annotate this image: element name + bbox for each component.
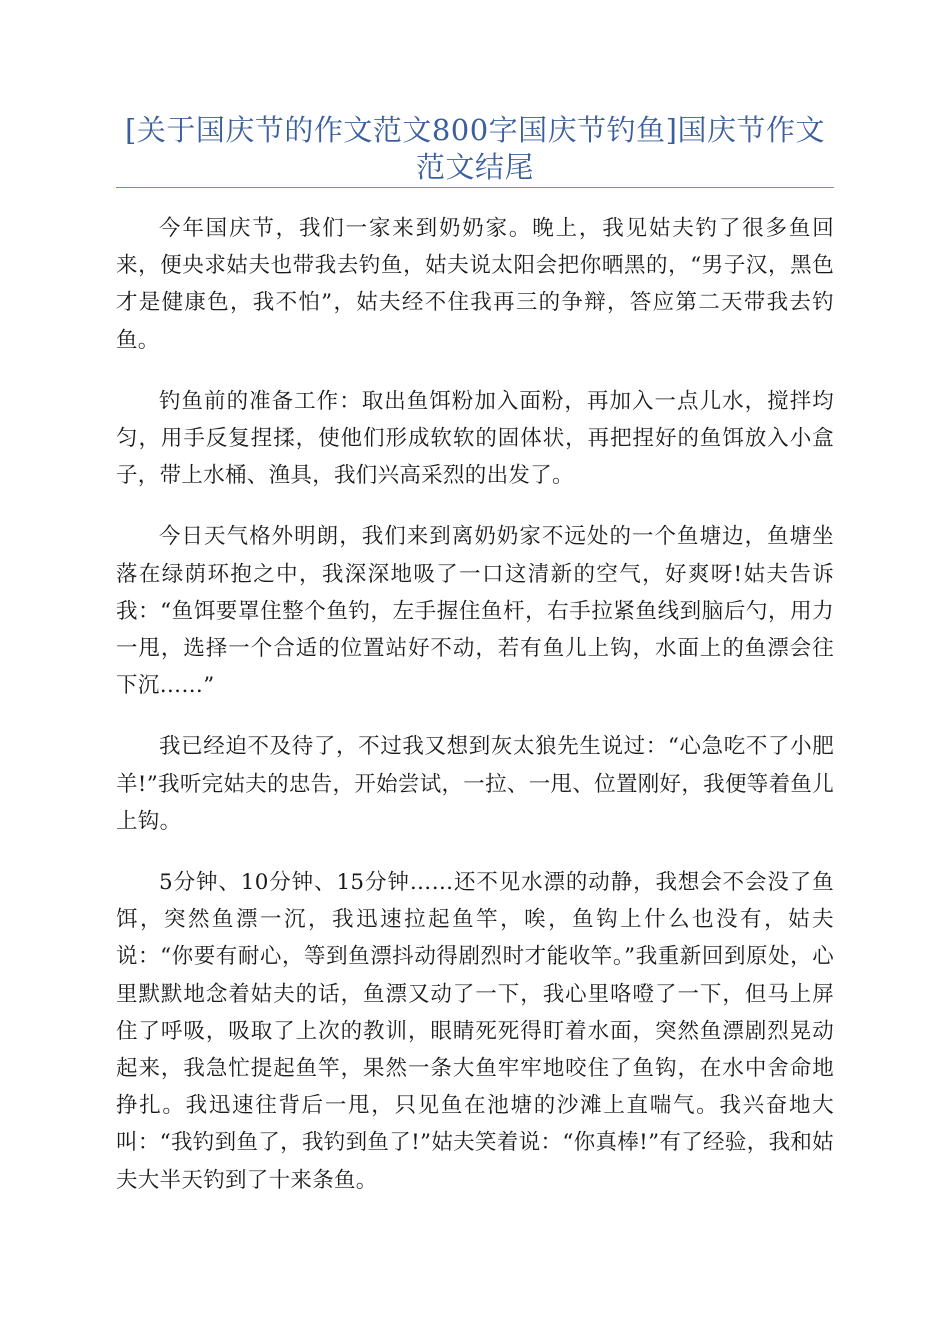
- paragraph-5: 5分钟、10分钟、15分钟……还不见水漂的动静，我想会不会没了鱼饵，突然鱼漂一沉，我迅速拉起鱼竿，唉，鱼钩上什么也没有，姑夫说：“你要有耐心，等到鱼漂抖动得剧烈时才能收竿。”我重新回到原处，心里默默地念着姑夫的话，鱼漂又动了一下，我心里咯噔了一下，但马上屏住了呼吸，吸取了上次的教训，眼睛死死得盯着水面，突然鱼漂剧烈晃动起来，我急忙提起鱼竿，果然一条大鱼牢牢地咬住了鱼钩，在水中舍命地挣扎。我迅速往背后一甩，只见鱼在池塘的沙滩上直喘气。我兴奋地大叫：“我钓到鱼了，我钓到鱼了!”姑夫笑着说：“你真棒!”有了经验，我和姑夫大半天钓到了十来条鱼。: [116, 870, 834, 1193]
- document-title: [关于国庆节的作文范文800字国庆节钓鱼]国庆节作文范文结尾: [125, 113, 825, 184]
- title-underline: [116, 187, 834, 188]
- paragraph-1: 今年国庆节，我们一家来到奶奶家。晚上，我见姑夫钓了很多鱼回来，便央求姑夫也带我去钓鱼，姑夫说太阳会把你晒黑的，“男子汉，黑色才是健康色，我不怕”，姑夫经不住我再三的争辩，答应第二天带我去钓鱼。: [116, 216, 834, 353]
- paragraph-3: 今日天气格外明朗，我们来到离奶奶家不远处的一个鱼塘边，鱼塘坐落在绿荫环抱之中，我深深地吸了一口这清新的空气，好爽呀!姑夫告诉我：“鱼饵要罩住整个鱼钓，左手握住鱼杆，右手拉紧鱼线到脑后勺，用力一甩，选择一个合适的位置站好不动，若有鱼儿上钩，水面上的鱼漂会往下沉……”: [116, 524, 834, 699]
- document-body: [116, 210, 834, 1223]
- paragraph-4: 我已经迫不及待了，不过我又想到灰太狼先生说过：“心急吃不了小肥羊!”我听完姑夫的忠告，开始尝试，一拉、一甩、位置刚好，我便等着鱼儿上钩。: [116, 734, 834, 834]
- paragraph-2: 钓鱼前的准备工作：取出鱼饵粉加入面粉，再加入一点儿水，搅拌均匀，用手反复捏揉，使他们形成软软的固体状，再把捏好的鱼饵放入小盒子，带上水桶、渔具，我们兴高采烈的出发了。: [116, 388, 834, 489]
